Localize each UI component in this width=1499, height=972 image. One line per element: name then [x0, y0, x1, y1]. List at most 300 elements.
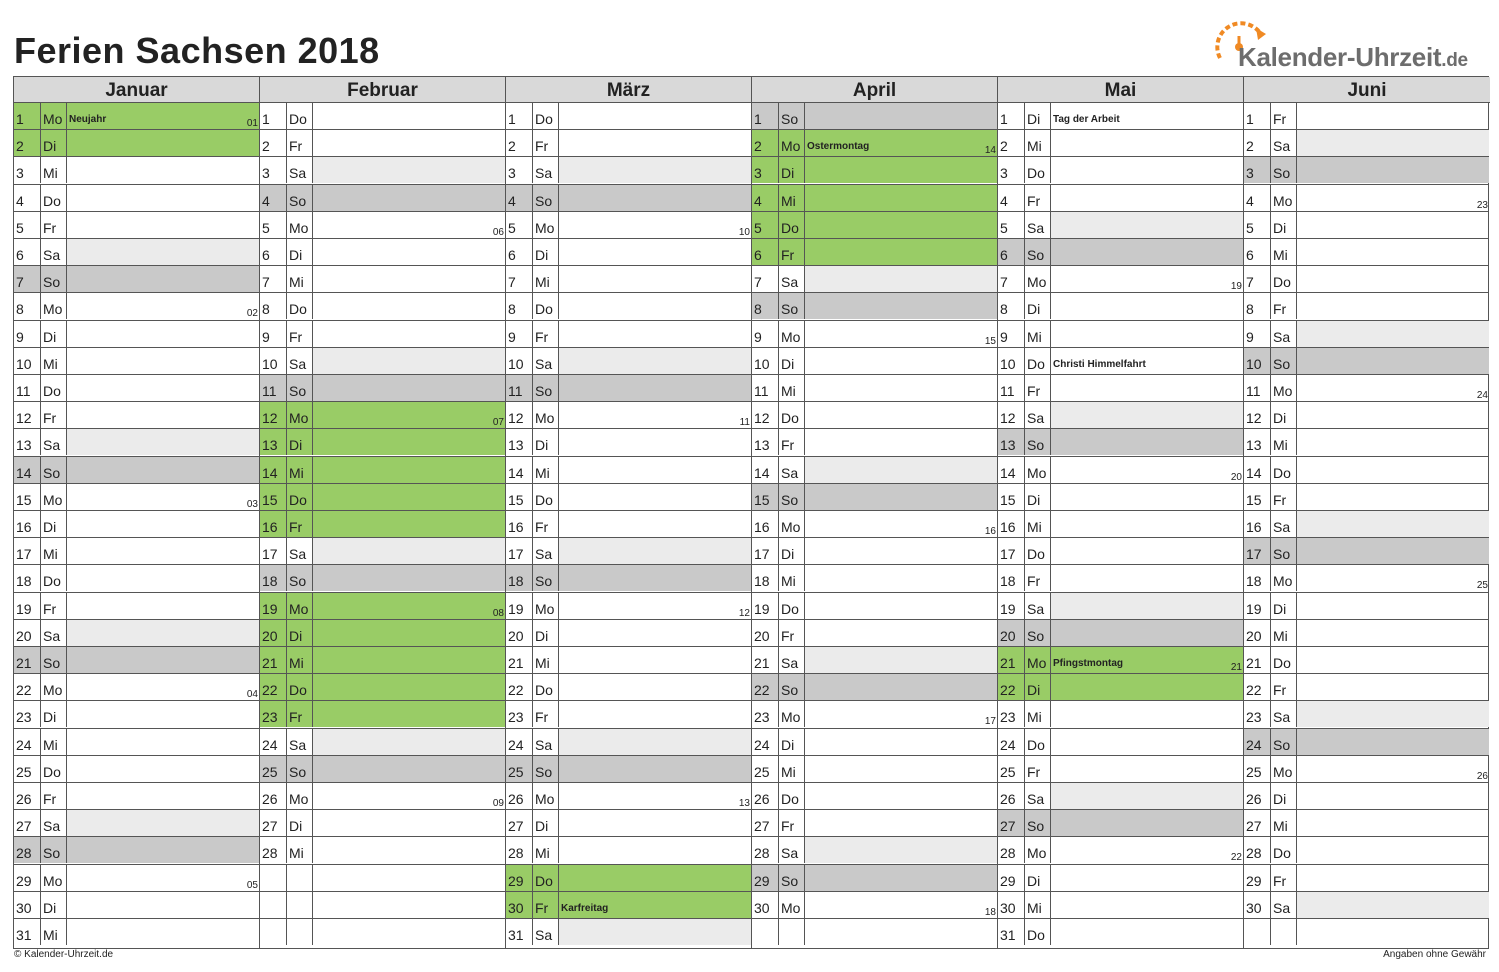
weekday: Sa — [287, 729, 313, 755]
weekday: Mi — [41, 538, 67, 564]
day-row — [1244, 620, 1489, 647]
weekday: Do — [533, 103, 559, 129]
day-row — [998, 429, 1243, 456]
note-cell — [805, 293, 997, 319]
day-number: 29 — [752, 865, 779, 891]
day-number: 28 — [260, 837, 287, 863]
weekday: Di — [41, 130, 67, 156]
note-cell — [1297, 865, 1489, 891]
calendar-week-number: 23 — [1476, 199, 1488, 211]
day-row — [998, 565, 1243, 592]
note-cell — [313, 212, 505, 238]
note-cell — [1051, 239, 1243, 265]
day-number: 5 — [260, 212, 287, 238]
note-cell — [805, 647, 997, 673]
weekday: So — [41, 266, 67, 292]
note-cell — [1051, 375, 1243, 401]
day-number-cell — [260, 865, 287, 891]
weekday: Di — [1271, 593, 1297, 619]
day-row — [752, 865, 997, 892]
day-row — [998, 783, 1243, 810]
day-row — [998, 919, 1243, 946]
day-number: 18 — [752, 565, 779, 591]
day-number: 29 — [14, 865, 41, 891]
weekday: Mo — [533, 212, 559, 238]
day-number: 16 — [752, 511, 779, 537]
note-cell — [313, 701, 505, 727]
note-cell — [805, 429, 997, 455]
weekday: Fr — [287, 321, 313, 347]
note-cell — [67, 620, 259, 646]
weekday: Mo — [287, 593, 313, 619]
day-number: 10 — [260, 348, 287, 374]
note-cell — [313, 919, 505, 945]
weekday: So — [533, 565, 559, 591]
day-row — [14, 212, 259, 239]
day-number: 30 — [1244, 892, 1271, 918]
note-cell — [67, 348, 259, 374]
weekday: Do — [287, 674, 313, 700]
day-row — [260, 457, 505, 484]
note-cell — [559, 565, 751, 591]
note-cell — [1051, 810, 1243, 836]
note-cell — [313, 674, 505, 700]
weekday: Mo — [533, 593, 559, 619]
note-cell — [805, 783, 997, 809]
note-cell — [805, 729, 997, 755]
weekday: Do — [41, 756, 67, 782]
note-cell — [1297, 810, 1489, 836]
note-cell — [559, 538, 751, 564]
note-cell — [1051, 892, 1243, 918]
note-cell — [67, 647, 259, 673]
weekday: Mi — [41, 348, 67, 374]
day-row — [506, 538, 751, 565]
weekday: Sa — [533, 348, 559, 374]
day-number: 8 — [506, 293, 533, 319]
weekday: Mi — [1025, 892, 1051, 918]
day-number: 22 — [1244, 674, 1271, 700]
weekday: Di — [779, 538, 805, 564]
day-number: 4 — [260, 185, 287, 211]
day-row — [998, 892, 1243, 919]
day-number: 4 — [506, 185, 533, 211]
weekday: Di — [1271, 212, 1297, 238]
weekday: Fr — [41, 593, 67, 619]
weekday: Mo — [1271, 375, 1297, 401]
day-row — [260, 266, 505, 293]
day-row — [506, 103, 751, 130]
note-cell — [805, 837, 997, 863]
note-cell — [805, 593, 997, 619]
day-row — [506, 185, 751, 212]
note-cell — [559, 185, 751, 211]
note-cell — [805, 375, 997, 401]
note-cell — [559, 293, 751, 319]
note-cell — [559, 212, 751, 238]
day-number: 3 — [506, 157, 533, 183]
day-number: 22 — [260, 674, 287, 700]
day-number: 29 — [998, 865, 1025, 891]
day-row — [14, 402, 259, 429]
note-cell — [67, 674, 259, 700]
day-row — [14, 865, 259, 892]
weekday: Mi — [1025, 701, 1051, 727]
note-cell — [559, 484, 751, 510]
calendar-week-number: 12 — [738, 607, 750, 619]
day-number: 7 — [752, 266, 779, 292]
note-cell — [1051, 429, 1243, 455]
day-row — [1244, 892, 1489, 919]
note-cell — [313, 429, 505, 455]
note-cell — [67, 293, 259, 319]
day-row — [14, 429, 259, 456]
day-number: 30 — [752, 892, 779, 918]
note-cell — [313, 239, 505, 265]
day-row — [752, 185, 997, 212]
day-number: 3 — [752, 157, 779, 183]
day-row — [998, 620, 1243, 647]
note-cell — [1051, 538, 1243, 564]
brand-logo[interactable] — [1238, 42, 1468, 73]
holiday-name: Ostermontag — [807, 141, 870, 153]
day-number: 25 — [260, 756, 287, 782]
day-number: 6 — [14, 239, 41, 265]
note-cell — [1297, 837, 1489, 863]
note-cell — [559, 810, 751, 836]
note-cell — [1297, 266, 1489, 292]
day-number: 8 — [752, 293, 779, 319]
day-row — [14, 565, 259, 592]
weekday-cell — [1271, 919, 1297, 945]
day-number: 26 — [260, 783, 287, 809]
note-cell — [559, 266, 751, 292]
weekday: Fr — [41, 212, 67, 238]
day-number: 3 — [260, 157, 287, 183]
day-number: 28 — [998, 837, 1025, 863]
day-row — [998, 130, 1243, 157]
note-cell — [1051, 103, 1243, 129]
day-number: 26 — [14, 783, 41, 809]
weekday: Mo — [1271, 565, 1297, 591]
day-number: 15 — [14, 484, 41, 510]
weekday: Do — [1271, 837, 1297, 863]
note-cell — [805, 348, 997, 374]
day-row — [506, 239, 751, 266]
note-cell — [1297, 674, 1489, 700]
calendar-week-number: 17 — [984, 716, 996, 728]
weekday: Sa — [1025, 783, 1051, 809]
note-cell — [559, 402, 751, 428]
day-number: 13 — [1244, 429, 1271, 455]
month-header: Januar — [14, 77, 259, 103]
day-row — [260, 402, 505, 429]
weekday: Mi — [1271, 429, 1297, 455]
note-cell — [313, 593, 505, 619]
weekday: Mo — [41, 293, 67, 319]
weekday: Do — [41, 565, 67, 591]
note-cell — [559, 375, 751, 401]
day-row — [260, 837, 505, 864]
day-number: 20 — [1244, 620, 1271, 646]
day-number: 5 — [506, 212, 533, 238]
weekday: Mi — [41, 919, 67, 945]
note-cell — [559, 103, 751, 129]
weekday: Mo — [41, 674, 67, 700]
note-cell — [559, 130, 751, 156]
day-number: 28 — [14, 837, 41, 863]
day-row — [506, 402, 751, 429]
day-number: 7 — [260, 266, 287, 292]
note-cell — [1051, 185, 1243, 211]
day-row — [260, 130, 505, 157]
day-number: 24 — [998, 729, 1025, 755]
day-row — [998, 647, 1243, 674]
weekday: So — [533, 375, 559, 401]
day-row — [998, 103, 1243, 130]
holiday-name: Pfingstmontag — [1053, 658, 1123, 669]
day-row — [998, 484, 1243, 511]
day-number: 13 — [260, 429, 287, 455]
note-cell — [67, 810, 259, 836]
day-number: 12 — [998, 402, 1025, 428]
note-cell — [1297, 701, 1489, 727]
day-number: 6 — [506, 239, 533, 265]
note-cell — [67, 321, 259, 347]
day-row — [752, 103, 997, 130]
note-cell — [1297, 511, 1489, 537]
weekday: Do — [287, 293, 313, 319]
note-cell — [1297, 402, 1489, 428]
note-cell — [805, 457, 997, 483]
weekday: Mo — [287, 402, 313, 428]
day-row — [752, 593, 997, 620]
month-header: Juni — [1244, 77, 1490, 103]
weekday: Fr — [533, 321, 559, 347]
day-row — [752, 674, 997, 701]
calendar-week-number: 26 — [1476, 770, 1488, 782]
note-cell — [1297, 729, 1489, 755]
day-number: 4 — [752, 185, 779, 211]
note-cell — [1297, 593, 1489, 619]
weekday: Fr — [1271, 103, 1297, 129]
day-row — [1244, 321, 1489, 348]
weekday: Mo — [287, 783, 313, 809]
day-row — [14, 538, 259, 565]
note-cell — [805, 919, 997, 945]
weekday: Fr — [1271, 484, 1297, 510]
day-row — [260, 239, 505, 266]
note-cell — [313, 783, 505, 809]
note-cell — [313, 892, 505, 918]
note-cell — [1051, 266, 1243, 292]
weekday: Sa — [779, 837, 805, 863]
note-cell — [1297, 756, 1489, 782]
weekday: Mi — [779, 375, 805, 401]
empty-day-row — [1244, 919, 1489, 946]
weekday: Mi — [41, 729, 67, 755]
note-cell — [805, 511, 997, 537]
day-number: 13 — [506, 429, 533, 455]
day-number: 12 — [260, 402, 287, 428]
day-row — [14, 892, 259, 919]
day-row — [998, 239, 1243, 266]
note-cell — [67, 239, 259, 265]
day-number: 1 — [14, 103, 41, 129]
day-number: 23 — [998, 701, 1025, 727]
weekday: Sa — [287, 348, 313, 374]
day-number: 5 — [752, 212, 779, 238]
day-number: 24 — [506, 729, 533, 755]
day-number: 24 — [260, 729, 287, 755]
day-number: 31 — [14, 919, 41, 945]
weekday: Mi — [779, 565, 805, 591]
day-row — [752, 756, 997, 783]
day-row — [506, 756, 751, 783]
day-number: 18 — [506, 565, 533, 591]
day-row — [14, 130, 259, 157]
weekday: Fr — [41, 402, 67, 428]
day-row — [260, 701, 505, 728]
empty-day-row — [260, 892, 505, 919]
weekday: Fr — [1025, 756, 1051, 782]
day-number: 26 — [1244, 783, 1271, 809]
note-cell — [1051, 130, 1243, 156]
weekday: Mi — [1025, 130, 1051, 156]
day-number: 24 — [14, 729, 41, 755]
note-cell — [67, 266, 259, 292]
weekday-cell — [779, 919, 805, 945]
weekday: Fr — [533, 701, 559, 727]
day-number: 30 — [506, 892, 533, 918]
weekday: Sa — [41, 429, 67, 455]
day-row — [260, 810, 505, 837]
day-row — [506, 701, 751, 728]
day-row — [998, 348, 1243, 375]
weekday: Sa — [779, 266, 805, 292]
day-row — [506, 565, 751, 592]
weekday: Do — [779, 212, 805, 238]
note-cell — [1297, 130, 1489, 156]
note-cell — [559, 511, 751, 537]
weekday: So — [533, 756, 559, 782]
day-number: 28 — [1244, 837, 1271, 863]
day-row — [506, 620, 751, 647]
day-row — [14, 457, 259, 484]
weekday: Mi — [533, 266, 559, 292]
weekday: Mo — [779, 321, 805, 347]
weekday: Di — [41, 701, 67, 727]
weekday: Sa — [287, 157, 313, 183]
weekday-cell — [287, 892, 313, 918]
day-number: 11 — [1244, 375, 1271, 401]
weekday: Do — [1025, 538, 1051, 564]
note-cell — [1051, 783, 1243, 809]
note-cell — [67, 892, 259, 918]
weekday: Sa — [779, 647, 805, 673]
day-row — [752, 701, 997, 728]
note-cell — [1051, 865, 1243, 891]
note-cell — [1051, 647, 1243, 673]
note-cell — [313, 756, 505, 782]
note-cell — [67, 701, 259, 727]
day-number: 21 — [998, 647, 1025, 673]
day-number: 10 — [752, 348, 779, 374]
note-cell — [805, 701, 997, 727]
day-number: 13 — [14, 429, 41, 455]
note-cell — [1051, 321, 1243, 347]
day-number: 6 — [260, 239, 287, 265]
weekday: So — [1025, 429, 1051, 455]
weekday: Mi — [533, 837, 559, 863]
weekday: Di — [1025, 103, 1051, 129]
weekday: So — [1025, 810, 1051, 836]
day-row — [752, 565, 997, 592]
note-cell — [805, 538, 997, 564]
note-cell — [67, 756, 259, 782]
day-number: 18 — [1244, 565, 1271, 591]
note-cell — [1297, 293, 1489, 319]
weekday: Mi — [287, 837, 313, 863]
day-row — [260, 348, 505, 375]
day-number: 31 — [506, 919, 533, 945]
day-number: 21 — [506, 647, 533, 673]
weekday: Mo — [779, 892, 805, 918]
day-number: 19 — [260, 593, 287, 619]
day-number: 17 — [1244, 538, 1271, 564]
note-cell — [559, 348, 751, 374]
note-cell — [805, 484, 997, 510]
weekday: Sa — [1271, 130, 1297, 156]
day-number: 4 — [14, 185, 41, 211]
note-cell — [1297, 783, 1489, 809]
weekday: Do — [533, 865, 559, 891]
note-cell — [805, 865, 997, 891]
note-cell — [1297, 919, 1489, 945]
day-row — [1244, 756, 1489, 783]
weekday: Fr — [533, 130, 559, 156]
day-row — [260, 647, 505, 674]
day-number: 15 — [506, 484, 533, 510]
day-row — [1244, 375, 1489, 402]
day-row — [14, 157, 259, 184]
note-cell — [559, 701, 751, 727]
weekday: Do — [1271, 457, 1297, 483]
day-row — [998, 701, 1243, 728]
day-row — [998, 457, 1243, 484]
day-row — [1244, 538, 1489, 565]
day-row — [14, 375, 259, 402]
empty-day-row — [752, 919, 997, 946]
day-row — [506, 457, 751, 484]
note-cell — [67, 565, 259, 591]
day-number: 22 — [752, 674, 779, 700]
note-cell — [1051, 919, 1243, 945]
note-cell — [805, 212, 997, 238]
weekday: Mo — [1271, 185, 1297, 211]
day-number-cell — [1244, 919, 1271, 945]
note-cell — [67, 484, 259, 510]
note-cell — [1051, 565, 1243, 591]
note-cell — [805, 620, 997, 646]
weekday: Mi — [1271, 810, 1297, 836]
note-cell — [313, 565, 505, 591]
weekday: Fr — [287, 130, 313, 156]
day-number: 19 — [14, 593, 41, 619]
day-row — [1244, 484, 1489, 511]
day-row — [506, 729, 751, 756]
note-cell — [805, 321, 997, 347]
